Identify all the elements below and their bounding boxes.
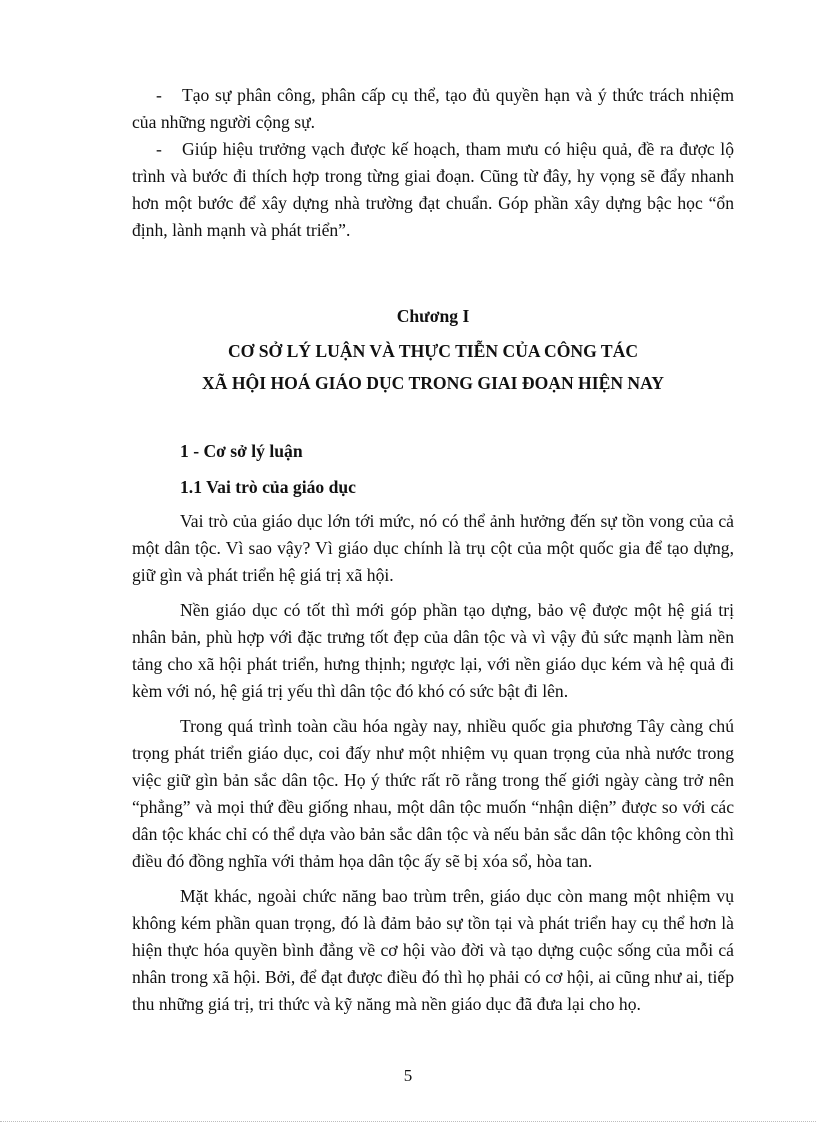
bullet-item bbox=[132, 136, 734, 244]
section-heading: 1 - Cơ sở lý luận bbox=[180, 441, 303, 461]
page-number: 5 bbox=[403, 1066, 413, 1085]
bullet-text: Tạo sự phân công, phân cấp cụ thể, tạo đủ quyền hạn và ý thức trách nhiệm của những người cộng sự. bbox=[132, 85, 734, 132]
paragraph: Mặt khác, ngoài chức năng bao trùm trên, giáo dục còn mang một nhiệm vụ không kém phần quan trọng, đó là đảm bảo sự tồn tại và phát triển hay cụ thể hơn là hiện thực hóa quyền bình đẳng về cơ hội vào đời và tạo dựng cuộc sống của mỗi cá nhân trong xã hội. Bởi, để đạt được điều đó thì họ phải có cơ hội, ai cũng như ai, tiếp thu những giá trị, tri thức và kỹ năng mà nền giáo dục đã đưa lại cho họ. bbox=[132, 886, 734, 1014]
bullet-dash: - bbox=[156, 139, 162, 159]
chapter-title-line-2: XÃ HỘI HOÁ GIÁO DỤC TRONG GIAI ĐOẠN HIỆN NAY bbox=[202, 373, 664, 393]
body-paragraphs bbox=[132, 508, 734, 1026]
bullet-dash: - bbox=[156, 85, 162, 105]
intro-bullet-list bbox=[132, 82, 734, 244]
chapter-label: Chương I bbox=[396, 306, 470, 326]
chapter-title-line-1: CƠ SỞ LÝ LUẬN VÀ THỰC TIỄN CỦA CÔNG TÁC bbox=[227, 341, 639, 361]
bullet-item bbox=[132, 82, 734, 136]
paragraph: Nền giáo dục có tốt thì mới góp phần tạo dựng, bảo vệ được một hệ giá trị nhân bản, phù hợp với đặc trưng tốt đẹp của dân tộc và vì vậy đủ sức mạnh làm nền tảng cho xã hội phát triển, hưng thịnh; ngược lại, với nền giáo dục kém và hệ quả đi kèm với nó, hệ giá trị yếu thì dân tộc đó khó có sức bật đi lên. bbox=[132, 600, 734, 701]
paragraph: Vai trò của giáo dục lớn tới mức, nó có thể ảnh hưởng đến sự tồn vong của cả một dân tộc. Vì sao vậy? Vì giáo dục chính là trụ cột của một quốc gia để tạo dựng, giữ gìn và phát triển hệ giá trị xã hội. bbox=[132, 511, 734, 585]
bullet-text: Giúp hiệu trưởng vạch được kế hoạch, tham mưu có hiệu quả, đề ra được lộ trình và bước đi thích hợp trong từng giai đoạn. Cũng từ đây, hy vọng sẽ đẩy nhanh hơn một bước để xây dựng nhà trường đạt chuẩn. Góp phần xây dựng bậc học “ổn định, lành mạnh và phát triển”. bbox=[132, 139, 734, 240]
page-bottom-divider bbox=[0, 1121, 816, 1122]
subsection-heading: 1.1 Vai trò của giáo dục bbox=[180, 477, 356, 497]
paragraph: Trong quá trình toàn cầu hóa ngày nay, nhiều quốc gia phương Tây càng chú trọng phát triển giáo dục, coi đấy như một nhiệm vụ quan trọng của nhà nước trong việc giữ gìn bản sắc dân tộc. Họ ý thức rất rõ rằng trong thế giới ngày càng trở nên “phẳng” và mọi thứ đều giống nhau, một dân tộc muốn “nhận diện” được so với các dân tộc khác chỉ có thể dựa vào bản sắc dân tộc và nếu bản sắc dân tộc không còn thì điều đó đồng nghĩa với thảm họa dân tộc ấy sẽ bị xóa sổ, hòa tan. bbox=[132, 716, 734, 871]
